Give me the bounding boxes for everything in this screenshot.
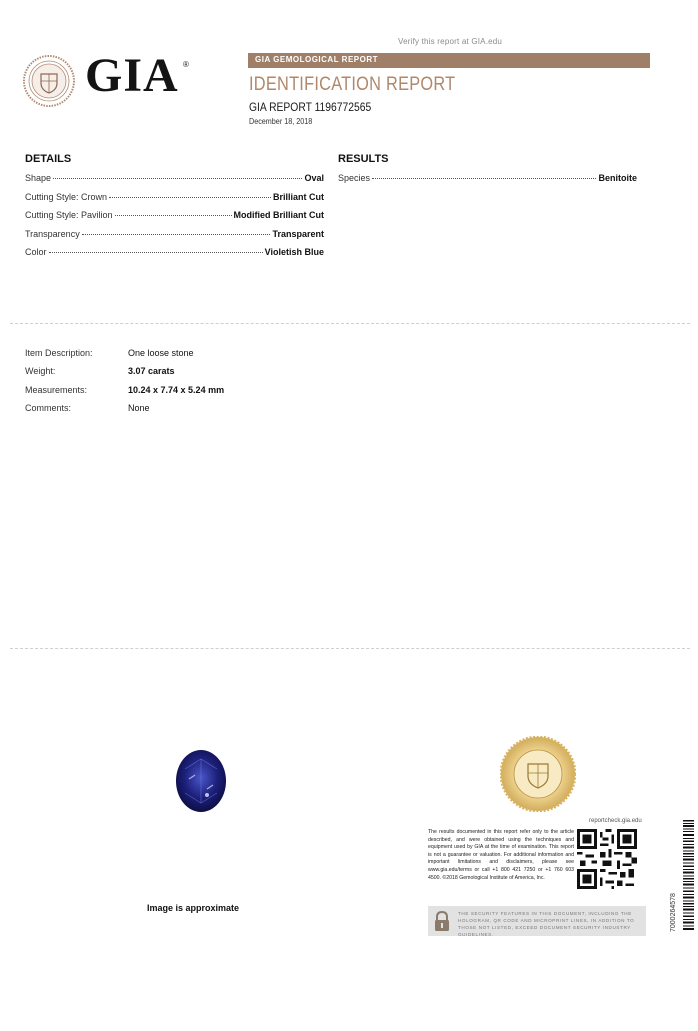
detail-label: Transparency xyxy=(25,229,80,239)
serial-number: 7000264578 xyxy=(670,893,677,932)
reportcheck-link[interactable]: reportcheck.gia.edu xyxy=(589,818,642,824)
gia-seal-icon xyxy=(500,736,576,812)
result-row-species xyxy=(338,173,637,186)
item-value: None xyxy=(128,403,150,413)
detail-row-pavilion xyxy=(25,210,324,223)
qr-code-icon[interactable] xyxy=(577,829,637,889)
detail-label: Cutting Style: Pavilion xyxy=(25,210,113,220)
report-title: IDENTIFICATION REPORT xyxy=(249,74,456,95)
item-value: One loose stone xyxy=(128,348,194,358)
detail-label: Shape xyxy=(25,173,52,183)
detail-value: Oval xyxy=(304,173,324,183)
detail-row-crown xyxy=(25,192,324,205)
detail-row-color xyxy=(25,247,324,260)
item-label: Comments: xyxy=(25,403,72,413)
detail-row-shape xyxy=(25,173,324,186)
detail-value: Transparent xyxy=(272,229,324,239)
divider xyxy=(10,648,690,649)
item-label: Weight: xyxy=(25,366,56,376)
detail-value: Modified Brilliant Cut xyxy=(233,210,324,220)
gia-seal-logo-icon xyxy=(23,55,75,107)
result-label: Species xyxy=(338,173,371,183)
gia-logo-text: GIA xyxy=(85,49,179,102)
detail-row-transparency xyxy=(25,229,324,242)
disclaimer-text: The results documented in this report refer only to the article described, and were obtained using the techniques and equipment used by GIA at the time of examination. This report is not a guarantee or valuation. For additional information and important limitations and disclaimers, please see www.gia.edu/terms or call +1 800 421 7250 or +1 760 603 4500. ©2018 Gemological Institute of America, Inc. xyxy=(428,829,574,881)
detail-label: Cutting Style: Crown xyxy=(25,192,108,202)
divider xyxy=(10,323,690,324)
lock-icon xyxy=(432,910,452,932)
report-date: December 18, 2018 xyxy=(249,117,313,126)
item-value: 3.07 carats xyxy=(128,366,175,376)
detail-value: Violetish Blue xyxy=(264,247,324,257)
item-label: Item Description: xyxy=(25,348,93,358)
image-caption: Image is approximate xyxy=(147,903,240,913)
gemstone-image xyxy=(175,749,227,813)
item-label: Measurements: xyxy=(25,385,88,395)
registered-mark: ® xyxy=(183,60,189,69)
report-category-bar xyxy=(248,53,650,68)
security-notice: THE SECURITY FEATURES IN THIS DOCUMENT, INCLUDING THE HOLOGRAM, QR CODE AND MICROPRINT LINES, IN ADDITION TO THOSE NOT LISTED, EXCEED DOCUMENT SECURITY INDUSTRY GUIDELINES. xyxy=(458,911,635,937)
barcode-icon xyxy=(683,820,694,930)
results-heading: RESULTS xyxy=(338,153,389,165)
report-number: GIA REPORT 1196772565 xyxy=(249,100,372,114)
verify-link[interactable]: Verify this report at GIA.edu xyxy=(398,37,503,46)
detail-label: Color xyxy=(25,247,47,257)
result-value: Benitoite xyxy=(598,173,637,183)
detail-value: Brilliant Cut xyxy=(273,192,324,202)
item-value: 10.24 x 7.74 x 5.24 mm xyxy=(128,385,225,395)
report-category: GIA GEMOLOGICAL REPORT xyxy=(255,55,379,64)
details-heading: DETAILS xyxy=(25,153,72,165)
